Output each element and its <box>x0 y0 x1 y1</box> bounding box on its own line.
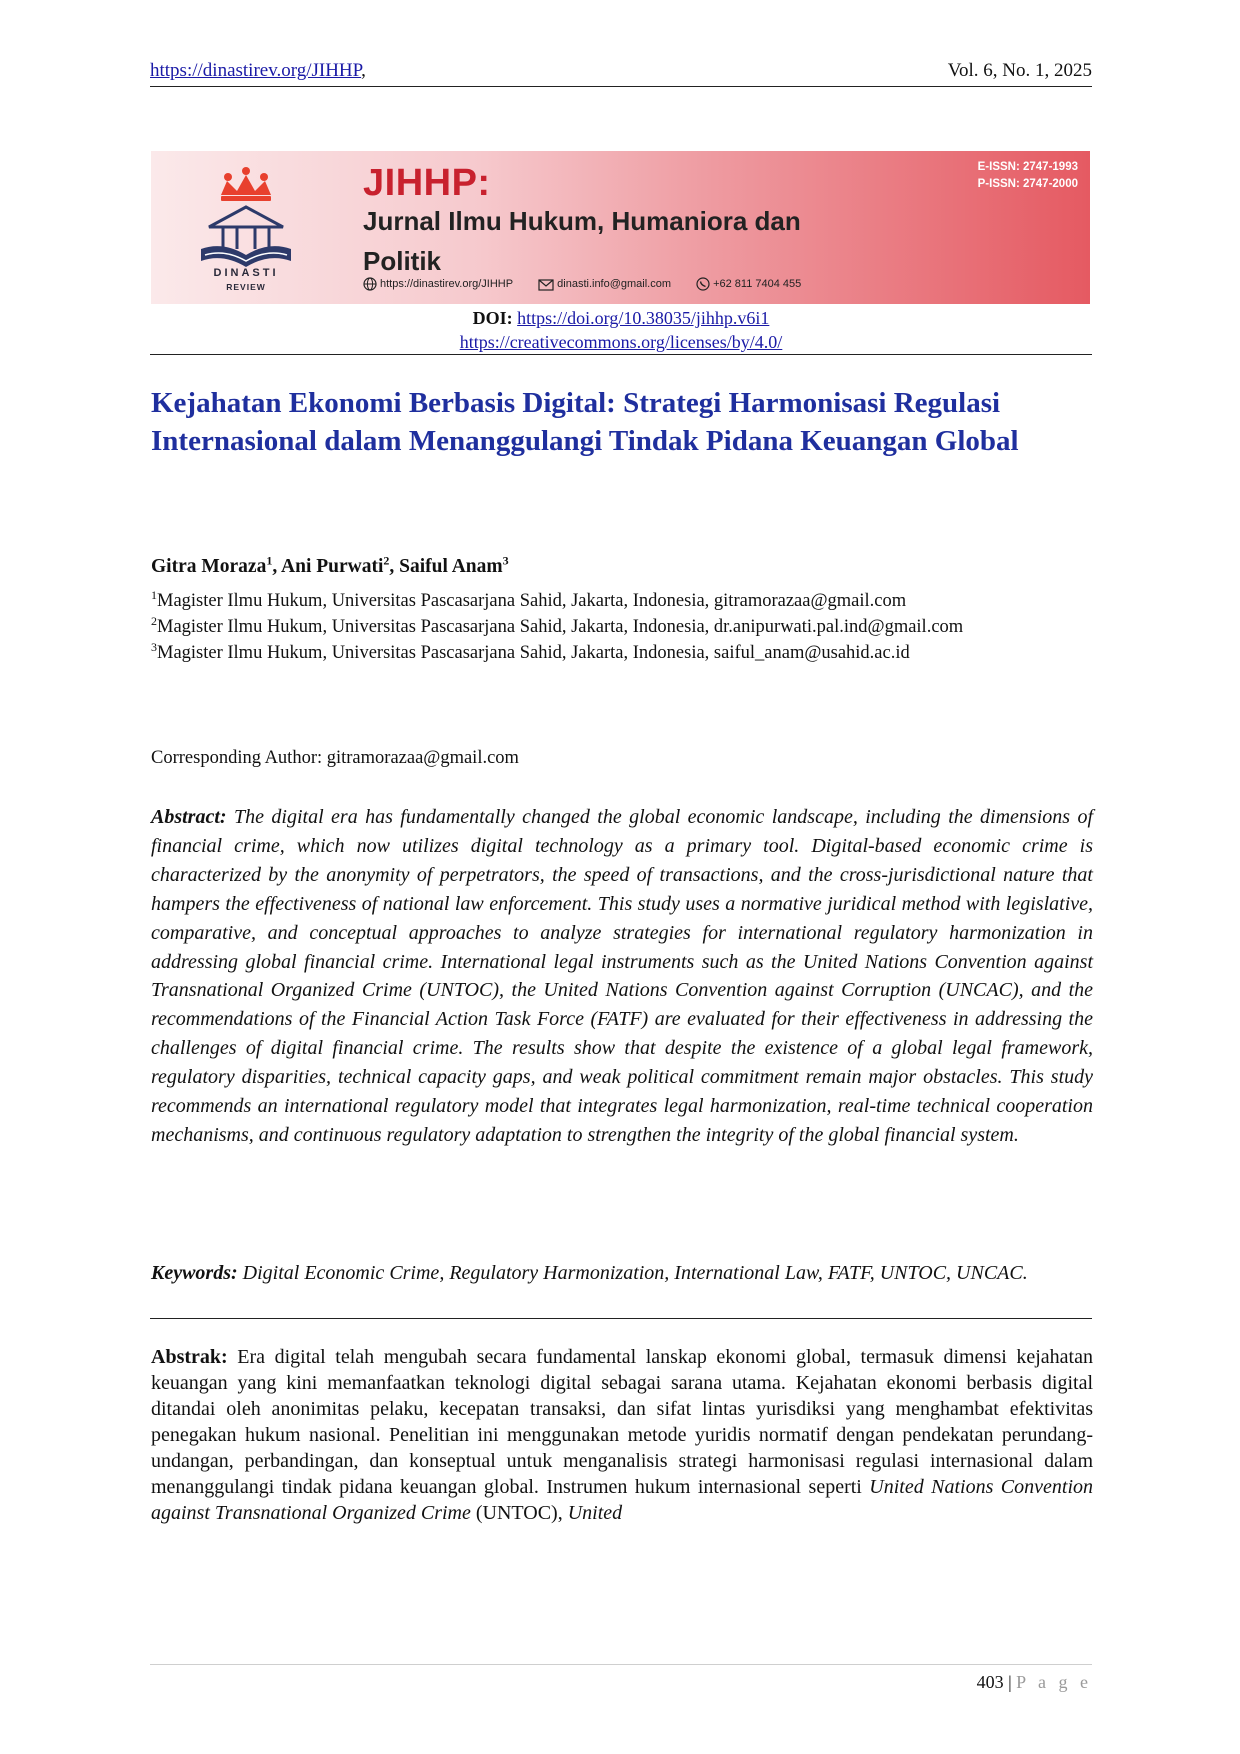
abstrak-italic-2: United <box>567 1502 623 1524</box>
affiliation <box>151 614 1093 640</box>
author-sup: 3 <box>502 553 509 568</box>
pissn: P-ISSN: 2747-2000 <box>977 178 1078 190</box>
author-sup: 1 <box>266 553 273 568</box>
author-sep: , <box>272 556 282 577</box>
journal-abbreviation: JIHHP: <box>363 162 491 204</box>
author-name: Saiful Anam <box>399 556 503 577</box>
whatsapp-icon <box>696 277 710 291</box>
journal-url-link[interactable]: https://dinastirev.org/JIHHP <box>150 60 362 81</box>
abstract-text: The digital era has fundamentally changed the global economic landscape, including the dimensions of financial crime, which now utilizes digital technology as a primary tool. Digital-based economic crime is characterized by the anonymity of perpetrators, the speed of transactions, and the cross-jurisdictional nature that hampers the effectiveness of national law enforcement. This study uses a normative juridical method with legislative, comparative, and conceptual approaches to analyze strategies for international regulatory harmonization in addressing global financial crime. International legal instruments such as the United Nations Convention against Transnational Organized Crime (UNTOC), the United Nations Convention against Corruption (UNCAC), and the recommendations of the Financial Action Task Force (FATF) are evaluated for their effectiveness in addressing the challenges of digital financial crime. The results show that despite the existence of a global legal framework, regulatory disparities, technical capacity gaps, and weak political commitment remain major obstacles. This study recommends an international regulatory model that integrates legal harmonization, real-time technical cooperation mechanisms, and continuous regulatory adaptation to strengthen the integrity of the global financial system. <box>151 806 1094 1146</box>
affiliation-sup: 1 <box>151 587 157 602</box>
affiliation-sup: 3 <box>151 639 157 654</box>
author-list <box>151 553 509 578</box>
journal-banner <box>151 151 1090 304</box>
banner-phone: +62 811 7404 455 <box>713 278 802 290</box>
keywords-text: Digital Economic Crime, Regulatory Harmonization, International Law, FATF, UNTOC, UNCAC. <box>242 1262 1028 1284</box>
keywords-label: Keywords: <box>151 1262 238 1284</box>
abstract-en <box>151 803 1093 1150</box>
abstrak-label: Abstrak: <box>151 1346 228 1368</box>
license-link[interactable]: https://creativecommons.org/licenses/by/4.0/ <box>459 332 783 352</box>
logo-wordmark: DINASTI <box>213 267 279 279</box>
affiliation <box>151 588 1093 614</box>
affiliation <box>151 640 1093 666</box>
affiliations <box>151 588 1093 666</box>
affiliation-sup: 2 <box>151 613 157 628</box>
page-number: 403 <box>976 1672 1004 1692</box>
author-name: Ani Purwati <box>281 556 384 577</box>
abstract-id <box>151 1344 1093 1526</box>
page-footer <box>977 1672 1092 1693</box>
url-suffix: , <box>361 60 366 81</box>
affiliation-text: Magister Ilmu Hukum, Universitas Pascasarjana Sahid, Jakarta, Indonesia, saiful_anam@usahid.ac.id <box>157 643 910 663</box>
author-sep: , <box>389 556 400 577</box>
abstract-label: Abstract: <box>151 806 227 828</box>
paper-title: Kejahatan Ekonomi Berbasis Digital: Strategi Harmonisasi Regulasi Internasional dalam Menanggulangi Tindak Pidana Keuangan Global <box>151 387 1019 457</box>
volume-info: Vol. 6, No. 1, 2025 <box>947 60 1092 81</box>
author-name: Gitra Moraza <box>151 556 267 577</box>
banner-contacts <box>363 277 823 291</box>
affiliation-text: Magister Ilmu Hukum, Universitas Pascasarjana Sahid, Jakarta, Indonesia, gitramorazaa@gmail.com <box>157 591 907 611</box>
footer-divider <box>150 1664 1092 1665</box>
doi-label: DOI: <box>472 308 513 328</box>
eissn: E-ISSN: 2747-1993 <box>977 161 1078 173</box>
keywords <box>151 1259 1093 1288</box>
logo-subtitle: REVIEW <box>226 282 266 292</box>
abstrak-mid: (UNTOC), <box>475 1502 563 1524</box>
affiliation-text: Magister Ilmu Hukum, Universitas Pascasarjana Sahid, Jakarta, Indonesia, dr.anipurwati.pal.ind@gmail.com <box>157 617 964 637</box>
header-divider <box>150 354 1092 355</box>
doi-block <box>150 306 1092 354</box>
page-label: P a g e <box>1016 1672 1092 1692</box>
author-sup: 2 <box>383 553 390 568</box>
banner-email: dinasti.info@gmail.com <box>557 278 672 290</box>
banner-website: https://dinastirev.org/JIHHP <box>380 278 514 290</box>
globe-icon <box>363 277 377 291</box>
corresponding-author: Corresponding Author: gitramorazaa@gmail.com <box>151 748 519 768</box>
doi-link[interactable]: https://doi.org/10.38035/jihhp.v6i1 <box>517 308 770 328</box>
issn-block <box>978 159 1078 193</box>
journal-full-name: Jurnal Ilmu Hukum, Humaniora dan Politik <box>363 206 801 276</box>
abstrak-text: Era digital telah mengubah secara fundamental lanskap ekonomi global, termasuk dimensi kejahatan keuangan yang kini memanfaatkan teknologi digital sebagai sarana utama. Kejahatan ekonomi berbasis digital ditandai oleh anonimitas pelaku, kecepatan transaksi, dan sifat lintas yurisdiksi yang menghambat efektivitas penegakan hukum nasional. Penelitian ini menggunakan metode yuridis normatif dengan pendekatan perundang-undangan, perbandingan, dan konseptual untuk menganalisis strategi harmonisasi regulasi internasional dalam menanggulangi tindak pidana keuangan global. Instrumen hukum internasional seperti <box>151 1346 1093 1498</box>
running-header <box>150 60 1092 87</box>
page-sep: | <box>1008 1672 1012 1692</box>
abstrak-italic-1: United Nations Convention against Transnational Organized Crime <box>151 1476 1093 1524</box>
keywords-divider <box>150 1318 1092 1319</box>
mail-icon <box>538 279 554 291</box>
